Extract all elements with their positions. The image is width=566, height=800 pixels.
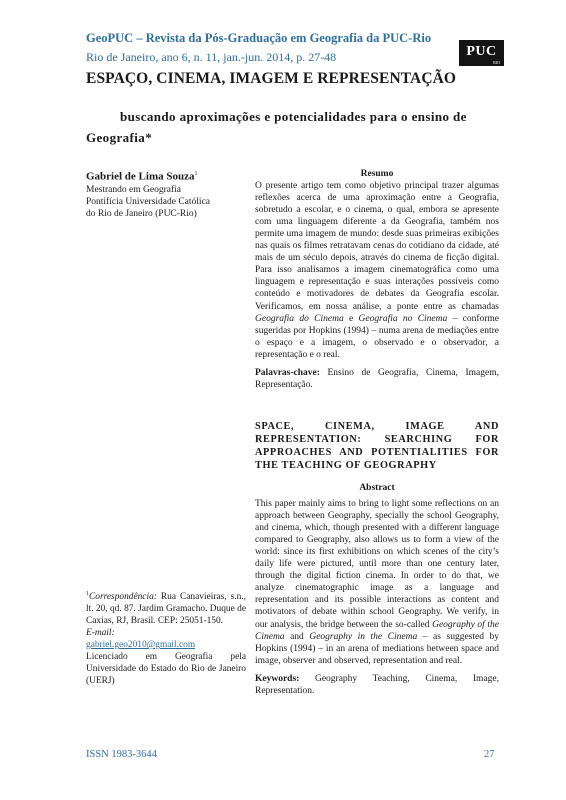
footer-issn: ISSN 1983-3644 — [86, 749, 157, 760]
author-name-text: Gabriel de Lima Souza — [86, 170, 195, 183]
keywords-label: Keywords: — [255, 673, 300, 684]
page-number: 27 — [484, 749, 495, 760]
subtitle-line-2: Geografia* — [86, 130, 153, 145]
author-block — [86, 168, 246, 220]
article-title: ESPAÇO, CINEMA, IMAGEM E REPRESENTAÇÃO — [86, 70, 457, 87]
logo-text: PUC — [466, 44, 497, 59]
resumo-heading: Resumo — [360, 169, 394, 179]
author-note-marker: 1 — [194, 171, 198, 177]
keywords-text: Geography Teaching, Cinema, Image, Representation. — [255, 673, 499, 696]
issue-info: Rio de Janeiro, ano 6, n. 11, jan.-jun. 2014, p. 27-48 — [86, 50, 337, 64]
article-subtitle — [86, 106, 498, 148]
logo-subtext: RIO — [493, 60, 500, 65]
subtitle-line-1: buscando aproximações e potencialidades para o ensino de — [120, 109, 467, 124]
author-affiliation-1: Mestrando em Geografia — [86, 184, 181, 195]
english-title: SPACE, CINEMA, IMAGE AND REPRESENTATION: SEARCHING FOR APPROACHES AND POTENTIALITIES FOR THE TEACHING OF GEOGRAPHY — [255, 421, 499, 471]
palavras-chave-label: Palavras-chave: — [255, 367, 320, 378]
palavras-chave — [255, 367, 499, 391]
footnote-marker: 1 — [86, 591, 89, 597]
abstract-heading: Abstract — [359, 483, 395, 493]
abstract-text: This paper mainly aims to bring to light some reflections on an approach between Geography, specially the school Geography, and cinema, which, though presented with a different language compared to Geography, also allows us to form a view of the world: since its first exhibitions on which scenes of the city’s daily life were pictured, until more than one century later, through the digital fiction cinema. In order to do that, we analyze cinematographic image as a language and representation and its possible interactions as content and motivators of debate within school Geography. We verify, in our analysis, the bridge between the so-called Geography of the Cinema and Geography in the Cinema – as suggested by Hopkins (1994) – in an arena of mediations between space and image, observer and observed, representation and real. — [255, 499, 499, 666]
palavras-chave-text: Ensino de Geografia, Cinema, Imagem, Representação. — [255, 367, 499, 390]
abstract-section — [255, 482, 499, 697]
journal-name: GeoPUC – Revista da Pós-Graduação em Geografia da PUC-Rio — [86, 31, 432, 45]
resumo-section — [255, 168, 499, 391]
resumo-italic-term-1: Geografia do Cinema — [255, 313, 344, 324]
email-link[interactable]: gabriel.geo2010@gmail.com — [86, 640, 196, 651]
abstract-italic-term-2: Geography in the Cinema — [309, 631, 418, 642]
resumo-text: O presente artigo tem como objetivo principal trazer algumas reflexões acerca de uma aproximação entre a Geografia, sobretudo a escolar, e o cinema, o qual, embora se apresente com uma linguagem diferente a da Geografia, também nos permite uma imagem de mundo: desde suas primeiras exibições nas quais os filmes retratavam cenas do cotidiano da cidade, até mais de um século depois, através do cinema de ficção digital. Para isso analisamos a imagem cinematográfica como uma linguagem e representação e suas interações possíveis como conteúdo e motivadores de debates da Geografia escolar. Verificamos, em nossa análise, a ponte entre as chamadas Geografia do Cinema e Geografia no Cinema – conforme sugeridas por Hopkins (1994) – numa arena de mediações entre o espaço e a imagem, o observado e o observador, a representação e o real. — [255, 181, 500, 360]
puc-logo — [459, 40, 504, 66]
correspondence-label: Correspondência: — [89, 592, 157, 603]
author-name — [86, 168, 246, 183]
author-degree: Licenciado em Geografia pela Universidade do Estado do Rio de Janeiro (UERJ) — [86, 652, 246, 687]
author-affiliation-3: do Rio de Janeiro (PUC-Rio) — [86, 208, 197, 219]
correspondence-address: $^1$Correspondência: Rua Canavieiras, s.n., lt. 20, qd. 87. Jardim Gramacho. Duque de Caxias, RJ, Brasil. CEP: 25051-150. — [86, 591, 246, 627]
correspondence-footnote — [86, 588, 246, 687]
email-label: E-mail: — [86, 628, 115, 639]
keywords — [255, 673, 499, 697]
resumo-italic-term-2: Geografia no Cinema — [358, 313, 448, 324]
abstract-italic-term-1: Geography of the Cinema — [255, 619, 499, 642]
author-affiliation-2: Pontifícia Universidade Católica — [86, 196, 210, 207]
